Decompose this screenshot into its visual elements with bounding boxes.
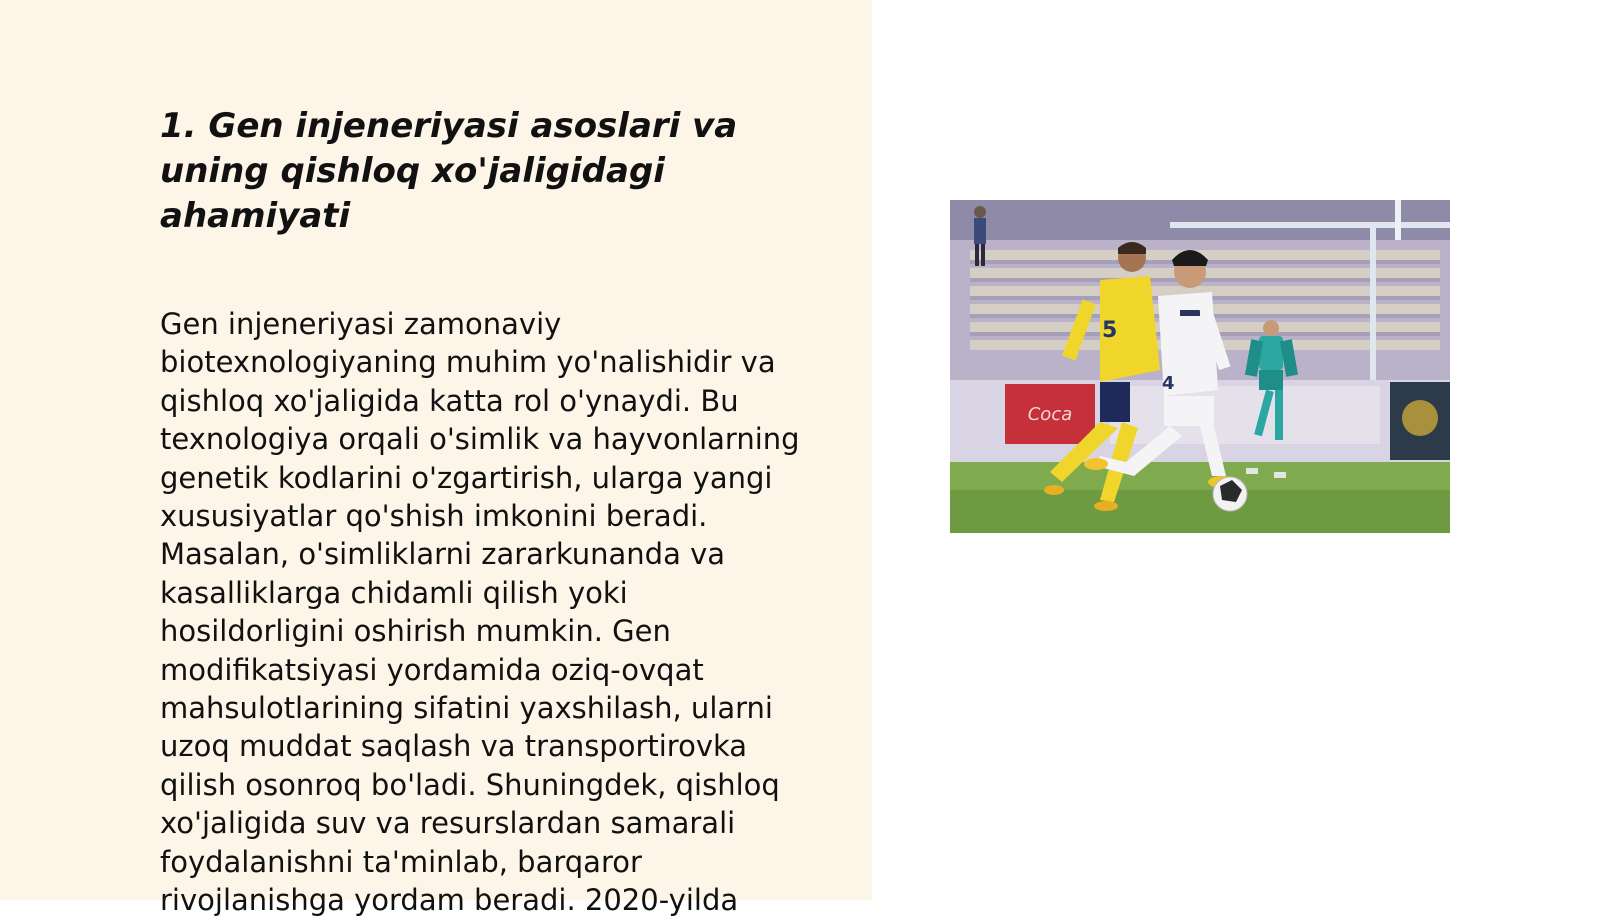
svg-text:Coca: Coca	[1027, 404, 1073, 425]
football-match-photo	[950, 200, 1450, 533]
yellow-player-number: 5	[1102, 318, 1118, 343]
white-player-number: 4	[1162, 373, 1175, 394]
slide-body-text: Gen injeneriyasi zamonaviy biotexnologiyaning muhim yo'nalishidir va qishloq xo'jaligida katta rol o'ynaydi. Bu texnologiya orqali o'simlik va hayvonlarning genetik kodlarini o'zgartirish, ularga yangi xususiyatlar qo'shish imkonini beradi. Masalan, o'simliklarni zararkunanda va kasalliklarga chidamli qilish yoki hosildorligini oshirish mumkin. Gen modifikatsiyasi yordamida oziq-ovqat mahsulotlarining sifatini yaxshilash, ularni uzoq muddat saqlash va transportirovka qilish osonroq bo'ladi. Shuningdek, qishloq xo'jaligida suv va resurslardan samarali foydalanishni ta'minlab, barqaror rivojlanishga yordam beradi. 2020-yilda	[160, 307, 800, 918]
slide-title: 1. Gen injeneriyasi asoslari va uning qishloq xo'jaligidagi ahamiyati	[160, 106, 738, 236]
